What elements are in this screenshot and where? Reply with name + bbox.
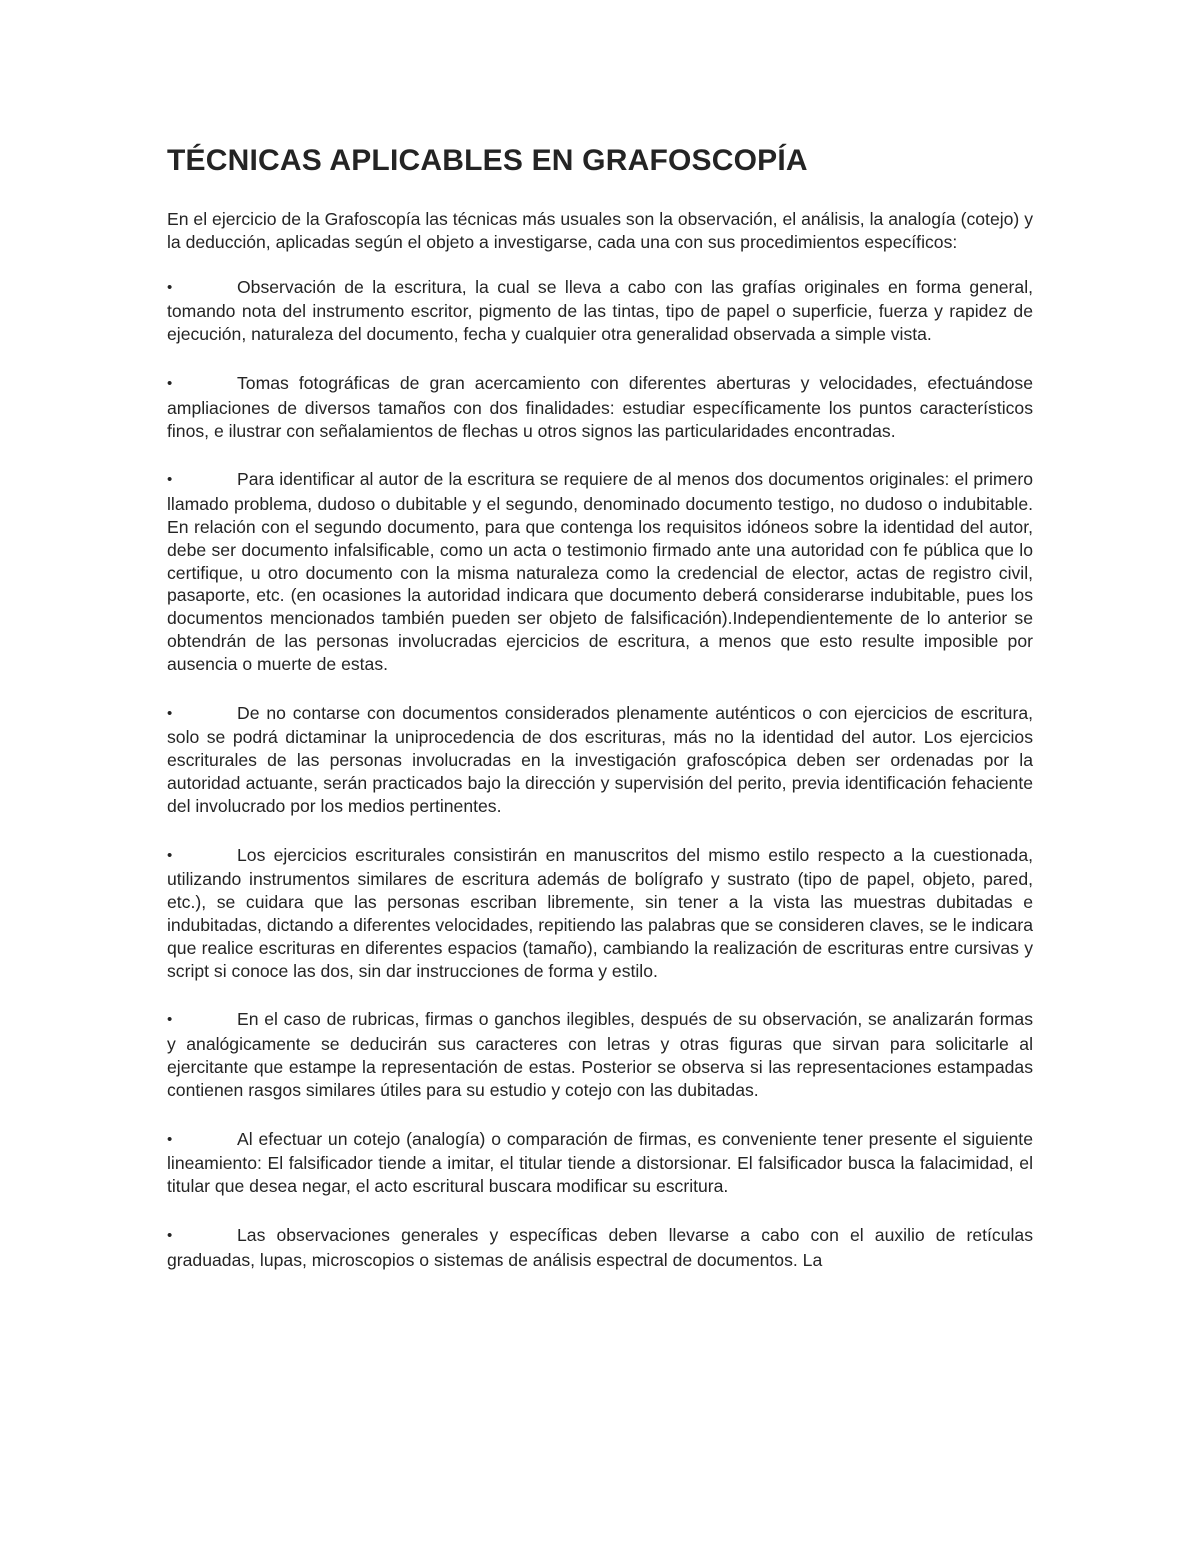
list-item-text: Las observaciones generales y específicas deben llevarse a cabo con el auxilio de retículas graduadas, lupas, microscopios o sistemas de análisis espectral de documentos. La <box>167 1224 1033 1270</box>
list-item <box>167 372 1033 442</box>
list-item-text: Al efectuar un cotejo (analogía) o comparación de firmas, es conveniente tener presente el siguiente lineamiento: El falsificador tiende a imitar, el titular tiende a distorsionar. El falsificador busca la falacimidad, el titular que desea negar, el acto escritural buscara modificar su escritura. <box>167 1128 1033 1197</box>
list-item-text: En el caso de rubricas, firmas o ganchos ilegibles, después de su observación, se analizarán formas y analógicamente se deducirán sus caracteres con letras y otras figuras que sirvan para solicitarle al ejercitante que estampe la representación de estas. Posterior se observa si las representaciones estampadas contienen rasgos similares útiles para su estudio y cotejo con las dubitadas. <box>167 1009 1033 1100</box>
list-item <box>167 844 1033 983</box>
intro-paragraph: En el ejercicio de la Grafoscopía las técnicas más usuales son la observación, el análisis, la analogía (cotejo) y la deducción, aplicadas según el objeto a investigarse, cada una con sus procedimientos específicos: <box>167 209 1033 252</box>
list-item <box>167 702 1033 818</box>
list-item-text: Para identificar al autor de la escritura se requiere de al menos dos documentos originales: el primero llamado problema, dudoso o dubitable y el segundo, denominado documento testigo, no dudoso o indubitable. En relación con el segundo documento, para que contenga los requisitos idóneos sobre la identidad del autor, debe ser documento infalsificable, como un acta o testimonio firmado ante una autoridad con fe pública que lo certifique, u otro documento con la misma naturaleza como la credencial de elector, actas de registro civil, pasaporte, etc. (en ocasiones la autoridad indicara que documento deberá considerarse indubitable, pues los documentos mencionados también pueden ser objeto de falsificación).Independientemente de lo anterior se obtendrán de las personas involucradas ejercicios de escritura, a menos que esto resulte imposible por ausencia o muerte de estas. <box>167 469 1033 674</box>
bullet-icon: • <box>167 1011 173 1029</box>
bullet-icon: • <box>167 846 173 864</box>
techniques-list <box>167 276 1033 1272</box>
list-item <box>167 276 1033 346</box>
bullet-icon: • <box>167 471 173 489</box>
list-item <box>167 1008 1033 1101</box>
list-item-text: Tomas fotográficas de gran acercamiento con diferentes aberturas y velocidades, efectuándose ampliaciones de diversos tamaños con dos finalidades: estudiar específicamente los puntos característicos finos, e ilustrar con señalamientos de flechas u otros signos las particularidades encontradas. <box>167 372 1033 441</box>
bullet-icon: • <box>167 704 173 722</box>
bullet-icon: • <box>167 374 173 392</box>
bullet-icon: • <box>167 1130 173 1148</box>
list-item-text: De no contarse con documentos considerados plenamente auténticos o con ejercicios de escritura, solo se podrá dictaminar la uniprocedencia de dos escrituras, más no la identidad del autor. Los ejercicios escriturales de las personas involucradas en la investigación grafoscópica deben ser ordenadas por la autoridad actuante, serán practicados bajo la dirección y supervisión del perito, previa identificación fehaciente del involucrado por los medios pertinentes. <box>167 702 1033 816</box>
list-item <box>167 1224 1033 1272</box>
document-title: TÉCNICAS APLICABLES EN GRAFOSCOPÍA <box>167 144 808 177</box>
bullet-icon: • <box>167 1226 173 1244</box>
bullet-icon: • <box>167 278 173 296</box>
document-page <box>167 141 1033 1297</box>
list-item <box>167 468 1033 675</box>
list-item-text: Los ejercicios escriturales consistirán en manuscritos del mismo estilo respecto a la cuestionada, utilizando instrumentos similares de escritura además de bolígrafo y sustrato (tipo de papel, objeto, pared, etc.), se cuidara que las personas escriban libremente, sin tener a la vista las muestras dubitadas e indubitadas, dictando a diferentes velocidades, repitiendo las palabras que se consideren claves, se le indicara que realice escrituras en diferentes espacios (tamaño), cambiando la realización de escrituras entre cursivas y script si conoce las dos, sin dar instrucciones de forma y estilo. <box>167 844 1033 981</box>
list-item-text: Observación de la escritura, la cual se lleva a cabo con las grafías originales en forma general, tomando nota del instrumento escritor, pigmento de las tintas, tipo de papel o superficie, fuerza y rapidez de ejecución, naturaleza del documento, fecha y cualquier otra generalidad observada a simple vista. <box>167 276 1033 345</box>
list-item <box>167 1128 1033 1198</box>
